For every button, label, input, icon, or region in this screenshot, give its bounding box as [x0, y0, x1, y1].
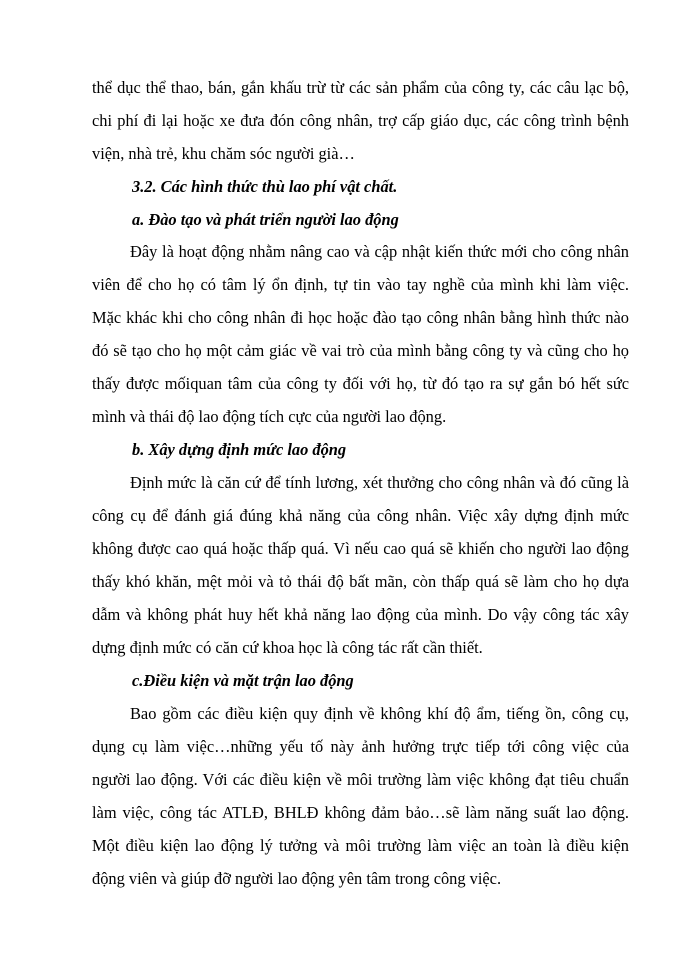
paragraph-line: đó sẽ tạo cho họ một cảm giác về vai trò của mình bằng công ty và cũng cho họ: [92, 341, 629, 360]
paragraph-line: mình và thái độ lao động tích cực của người lao động.: [92, 407, 447, 426]
paragraph-line: công cụ để đánh giá đúng khả năng của công nhân. Việc xây dựng định mức: [92, 506, 629, 525]
subsection-heading: a. Đào tạo và phát triển người lao động: [132, 210, 399, 229]
subsection-heading: b. Xây dựng định mức lao động: [132, 440, 347, 459]
paragraph-line: Mặc khác khi cho công nhân đi học hoặc đào tạo công nhân bằng hình thức nào: [92, 308, 629, 327]
paragraph-line: dụng cụ làm việc…những yếu tố này ảnh hưởng trực tiếp tới công việc của: [92, 737, 629, 756]
subsection-heading: c.Điều kiện và mặt trận lao động: [132, 671, 354, 690]
paragraph-line: thấy khó khăn, mệt mỏi và tỏ thái độ bất mãn, còn thấp quá sẽ làm cho họ dựa: [92, 572, 629, 591]
paragraph-line: dẫm và không phát huy hết khả năng lao động của mình. Do vậy công tác xây: [92, 605, 629, 624]
paragraph-line: thấy được mốiquan tâm của công ty đối với họ, từ đó tạo ra sự gắn bó hết sức: [92, 374, 629, 393]
paragraph-line: Định mức là căn cứ để tính lương, xét thưởng cho công nhân và đó cũng là: [130, 473, 629, 492]
paragraph-line: không được cao quá hoặc thấp quá. Vì nếu cao quá sẽ khiến cho người lao động: [92, 539, 629, 558]
paragraph-line: động viên và giúp đỡ người lao động yên tâm trong công việc.: [92, 869, 502, 888]
paragraph-line: người lao động. Với các điều kiện về môi trường làm việc không đạt tiêu chuẩn: [92, 770, 629, 789]
paragraph-line: Đây là hoạt động nhằm nâng cao và cập nhật kiến thức mới cho công nhân: [130, 242, 629, 261]
paragraph-line: thể dục thể thao, bán, gắn khấu trừ từ các sản phẩm của công ty, các câu lạc bộ,: [92, 78, 629, 97]
section-heading: 3.2. Các hình thức thù lao phí vật chất.: [132, 177, 398, 196]
paragraph-line: làm việc, công tác ATLĐ, BHLĐ không đảm bảo…sẽ làm năng suất lao động.: [92, 803, 629, 822]
paragraph-line: viện, nhà trẻ, khu chăm sóc người già…: [92, 144, 355, 163]
paragraph-line: Một điều kiện lao động lý tưởng và môi trường làm việc an toàn là điều kiện: [92, 836, 629, 855]
paragraph-line: viên để cho họ có tâm lý ổn định, tự tin vào tay nghề của mình khi làm việc.: [92, 275, 629, 294]
paragraph-line: chi phí đi lại hoặc xe đưa đón công nhân, trợ cấp giáo dục, các công trình bệnh: [92, 111, 629, 130]
paragraph-line: dựng định mức có căn cứ khoa học là công tác rất cần thiết.: [92, 638, 483, 657]
paragraph-line: Bao gồm các điều kiện quy định về không khí độ ẩm, tiếng ồn, công cụ,: [130, 704, 629, 723]
